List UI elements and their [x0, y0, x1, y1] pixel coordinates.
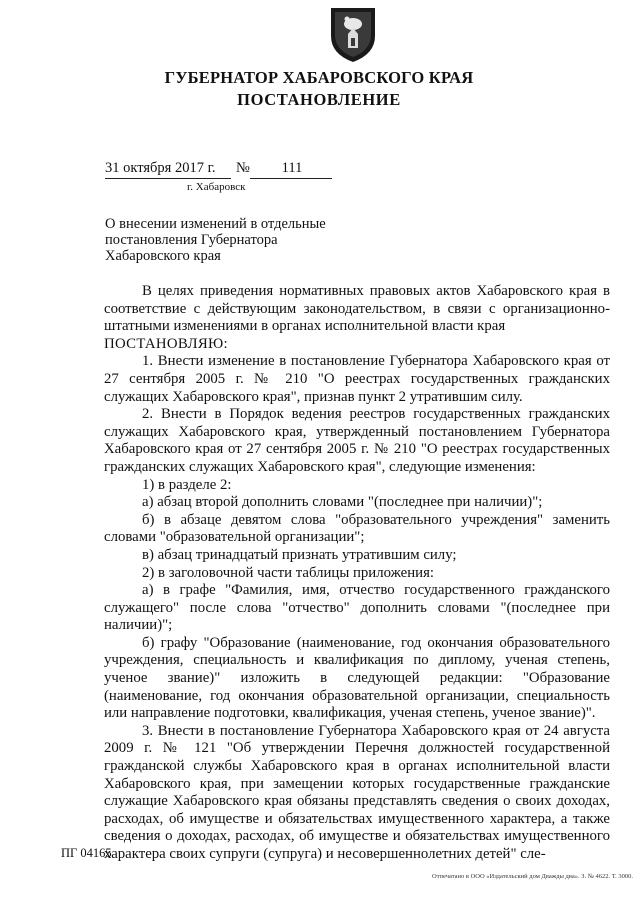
document-date: 31 октября 2017 г.	[105, 160, 216, 176]
document-body	[104, 283, 610, 864]
city: г. Хабаровск	[187, 181, 246, 193]
paragraph-2-1: 1) в разделе 2:	[142, 476, 232, 493]
issuer-title: ГУБЕРНАТОР ХАБАРОВСКОГО КРАЯ	[164, 68, 474, 87]
form-code: ПГ 04165	[61, 846, 112, 860]
paragraph-2-2-b: б) графу "Образование (наименование, год окончания образовательного учреждения, специальность и квалификация по диплому, ученая степень, ученое звание)" изложить в следующей редакции: "Образование (наименование, год окончания образовательной организации, специальность или направление подготовки, квалификация, ученая степень, ученое звание)".	[104, 634, 610, 722]
number-underline	[250, 178, 332, 179]
paragraph-2: 2. Внести в Порядок ведения реестров государственных гражданских служащих Хабаровского края, утвержденный постановлением Губернатора Хабаровского края от 27 сентября 2005 г. № 210 "О реестрах государственных гражданских служащих Хабаровского края", следующие изменения:	[104, 406, 610, 475]
paragraph-2-1-b: б) в абзаце девятом слова "образовательного учреждения" заменить словами "образовательной организации";	[104, 511, 610, 546]
coat-of-arms-icon	[329, 6, 377, 64]
paragraph-2-2-a: а) в графе "Фамилия, имя, отчество государственного гражданского служащего" после слова "отчество" дополнить словами "(последнее при наличии)";	[104, 582, 610, 634]
paragraph-2-1-c: в) абзац тринадцатый признать утратившим силу;	[142, 546, 457, 563]
paragraph-3: 3. Внести в постановление Губернатора Хабаровского края от 24 августа 2009 г. № 121 "Об утверждении Перечня должностей государственной гражданской службы Хабаровского края в органах исполнительной власти Хабаровского края, при замещении которых государственные гражданские служащие Хабаровского края обязаны представлять сведения о своих доходах, расходах, об имуществе и обязательствах имущественного характера, а также сведения о доходах, расходах, об имуществе и обязательствах имущественного характера своих супруги (супруга) и несовершеннолетних детей" сле-	[104, 722, 610, 862]
document-number: 111	[281, 160, 303, 176]
intro-paragraph: В целях приведения нормативных правовых актов Хабаровского края в соответствие с действующим законодательством, в связи с организационно-штатными изменениями в органах исполнительной власти края	[104, 283, 610, 335]
decree-word: ПОСТАНОВЛЯЮ:	[104, 335, 228, 352]
document-subject: О внесении изменений в отдельные постановления Губернатора Хабаровского края	[105, 216, 326, 264]
document-type: ПОСТАНОВЛЕНИЕ	[237, 90, 401, 109]
printer-imprint: Отпечатано в ООО «Издательский дом Дважды два». З. № 4622. Т. 3000.	[432, 873, 633, 880]
paragraph-2-1-a: а) абзац второй дополнить словами "(последнее при наличии)";	[142, 494, 543, 511]
paragraph-2-2: 2) в заголовочной части таблицы приложения:	[142, 564, 434, 581]
number-label: №	[236, 160, 250, 176]
paragraph-1: 1. Внести изменение в постановление Губернатора Хабаровского края от 27 сентября 2005 г. № 210 "О реестрах государственных гражданских служащих Хабаровского края", признав пункт 2 утратившим силу.	[104, 353, 610, 405]
date-underline	[105, 178, 231, 179]
